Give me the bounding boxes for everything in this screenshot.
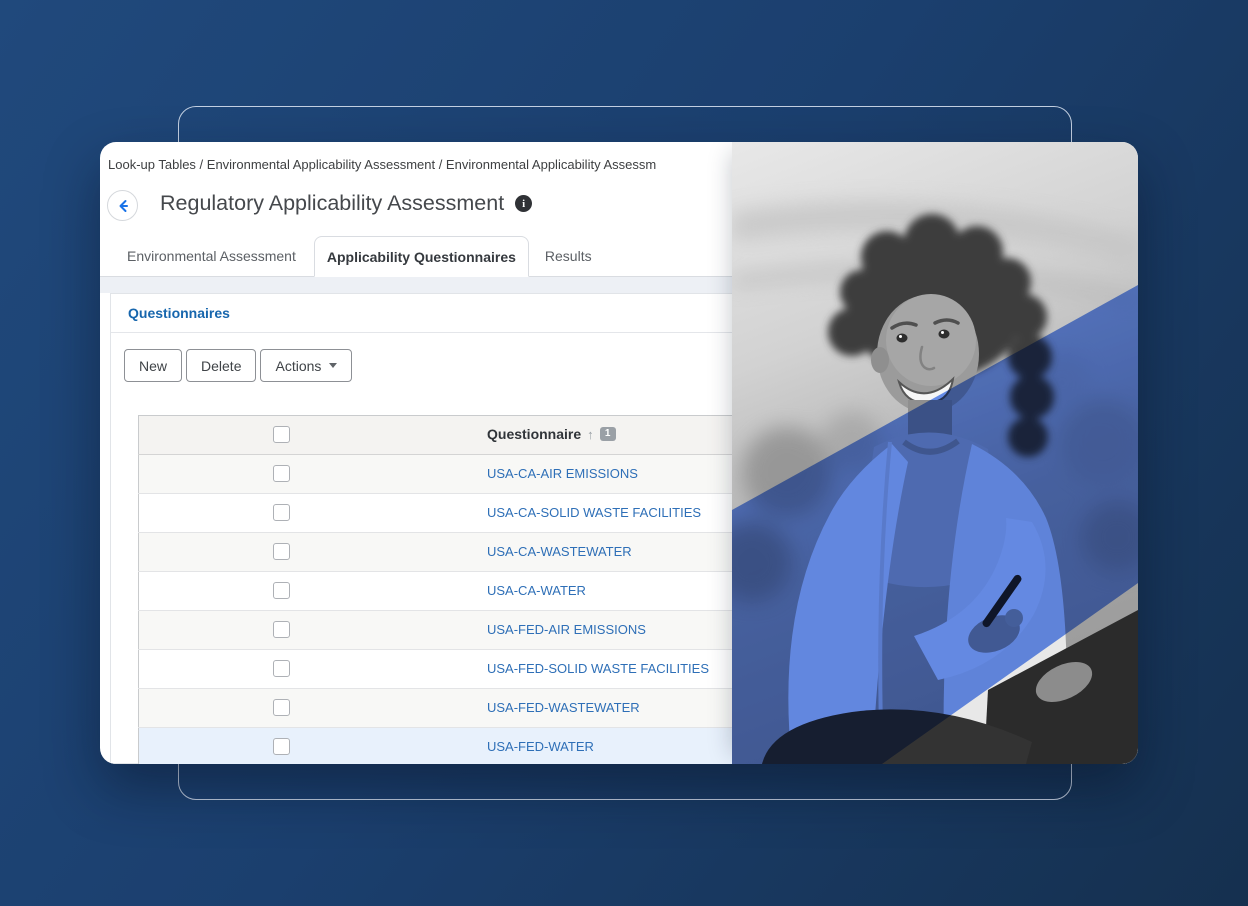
back-button[interactable] bbox=[107, 190, 138, 221]
column-header-label: Questionnaire bbox=[487, 426, 582, 442]
arrow-left-icon bbox=[115, 198, 131, 214]
questionnaire-link[interactable]: USA-FED-WASTEWATER bbox=[487, 700, 640, 715]
actions-button[interactable] bbox=[260, 349, 352, 382]
caret-down-icon bbox=[329, 363, 337, 368]
questionnaire-link[interactable]: USA-CA-WASTEWATER bbox=[487, 544, 632, 559]
breadcrumb[interactable]: Look-up Tables / Environmental Applicability Assessment / Environmental Applicability Assessm bbox=[108, 157, 657, 172]
sort-ascending-icon: ↑ bbox=[587, 426, 594, 442]
photo-illustration bbox=[732, 142, 1138, 764]
questionnaire-link[interactable]: USA-FED-WATER bbox=[487, 739, 594, 754]
questionnaire-link[interactable]: USA-FED-AIR EMISSIONS bbox=[487, 622, 646, 637]
section-title-questionnaires: Questionnaires bbox=[111, 294, 1137, 333]
row-checkbox[interactable] bbox=[273, 582, 290, 599]
row-checkbox[interactable] bbox=[273, 504, 290, 521]
page-title: Regulatory Applicability Assessment bbox=[160, 191, 505, 215]
delete-button[interactable]: Delete bbox=[186, 349, 256, 382]
row-checkbox[interactable] bbox=[273, 465, 290, 482]
sort-order-badge: 1 bbox=[600, 427, 616, 441]
select-all-checkbox[interactable] bbox=[273, 426, 290, 443]
row-checkbox[interactable] bbox=[273, 543, 290, 560]
tab-results[interactable]: Results bbox=[544, 248, 592, 264]
tab-gap-band bbox=[100, 277, 732, 293]
row-checkbox[interactable] bbox=[273, 699, 290, 716]
new-button[interactable]: New bbox=[124, 349, 182, 382]
app-window bbox=[100, 142, 1138, 764]
actions-button-label: Actions bbox=[275, 357, 322, 374]
tab-applicability-questionnaires[interactable]: Applicability Questionnaires bbox=[314, 236, 529, 277]
questionnaire-link[interactable]: USA-CA-AIR EMISSIONS bbox=[487, 466, 638, 481]
questionnaire-link[interactable]: USA-FED-SOLID WASTE FACILITIES bbox=[487, 661, 709, 676]
row-checkbox[interactable] bbox=[273, 621, 290, 638]
column-header-questionnaire[interactable] bbox=[487, 426, 616, 442]
tab-environmental-assessment[interactable]: Environmental Assessment bbox=[127, 248, 296, 264]
questionnaire-link[interactable]: USA-CA-WATER bbox=[487, 583, 586, 598]
row-checkbox[interactable] bbox=[273, 738, 290, 755]
tab-bar bbox=[100, 236, 732, 277]
row-checkbox[interactable] bbox=[273, 660, 290, 677]
questionnaire-link[interactable]: USA-CA-SOLID WASTE FACILITIES bbox=[487, 505, 702, 520]
info-icon[interactable] bbox=[515, 195, 532, 212]
